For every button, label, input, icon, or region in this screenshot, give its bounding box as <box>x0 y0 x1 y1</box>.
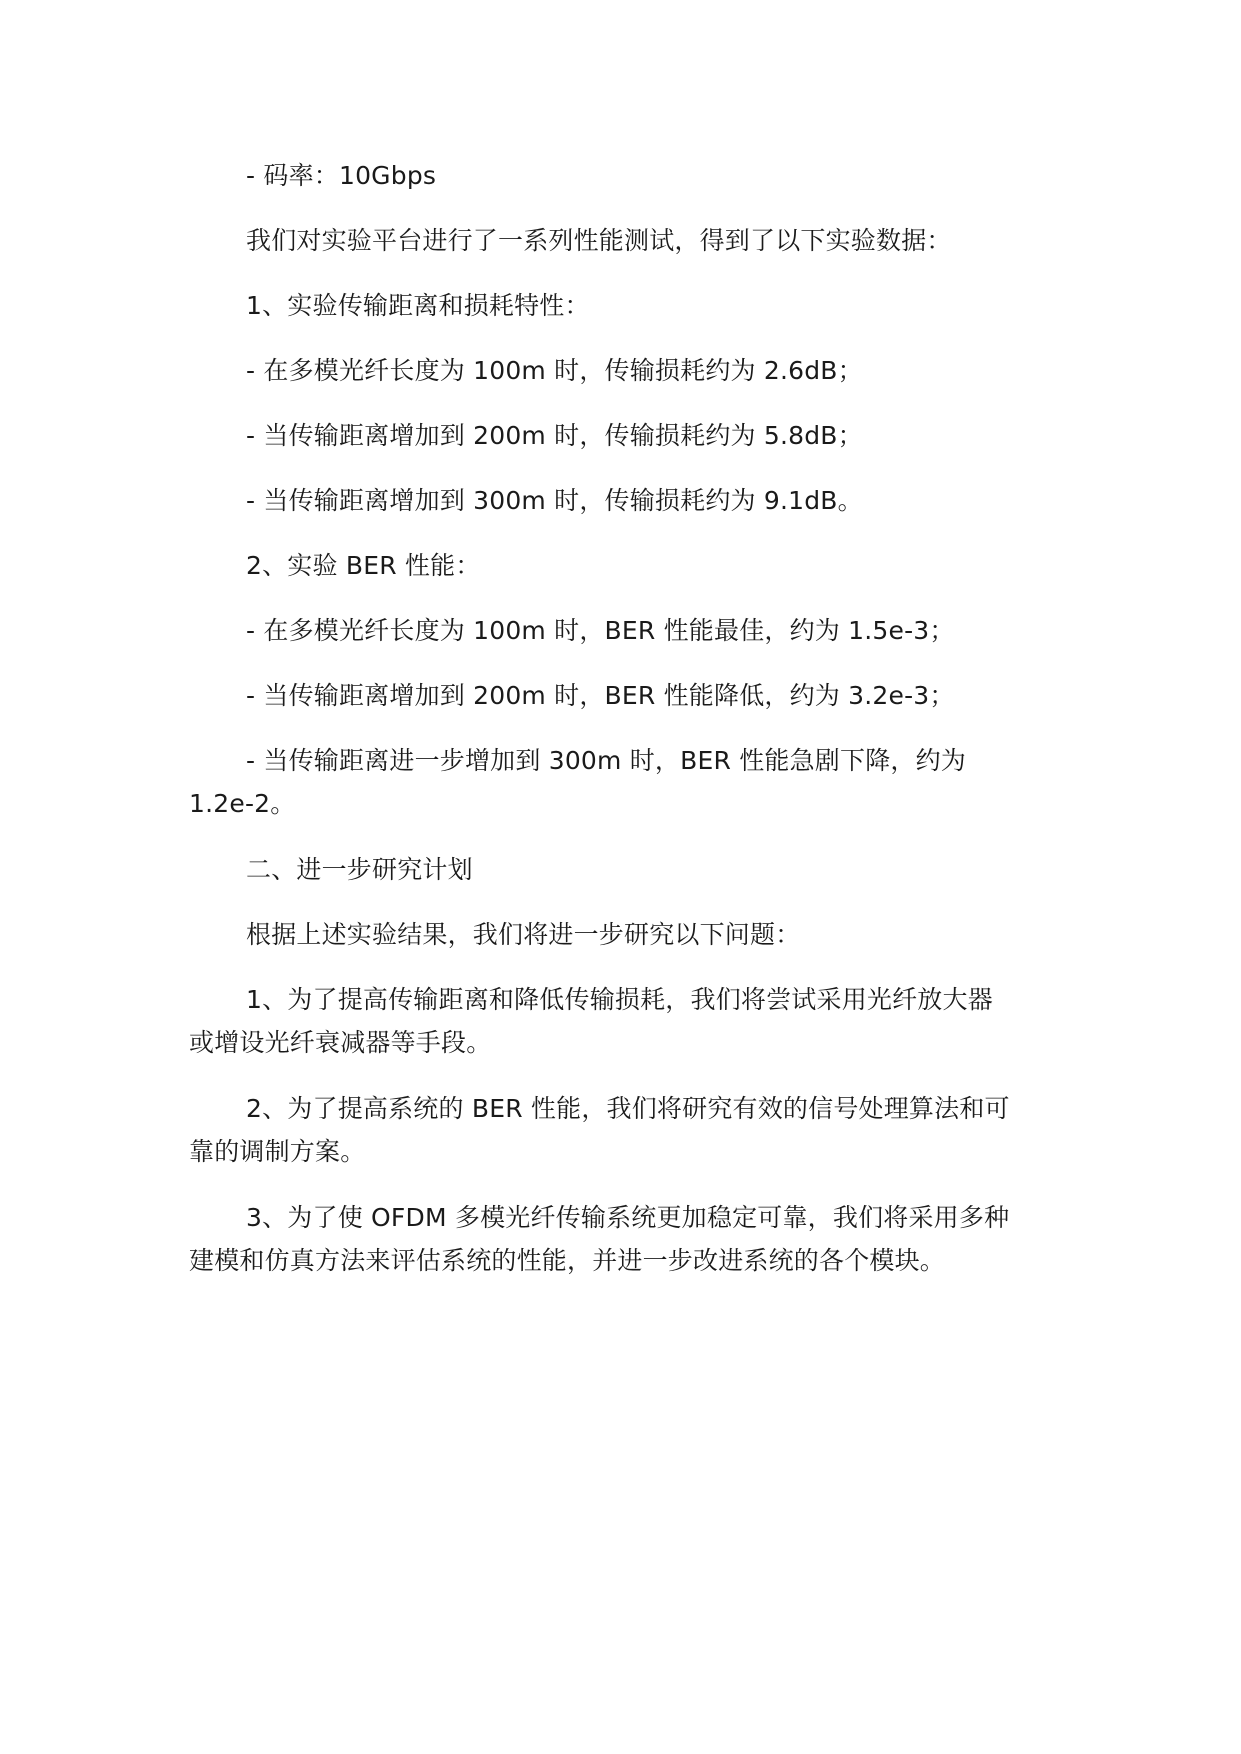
test-intro-paragraph: 我们对实验平台进行了一系列性能测试，得到了以下实验数据： <box>246 226 952 255</box>
ber-300m-line-cont: 1.2e-2。 <box>189 789 296 818</box>
plan-item-3-line: 3、为了使 OFDM 多模光纤传输系统更加稳定可靠，我们将采用多种 <box>246 1203 1010 1232</box>
bit-rate-line: - 码率：10Gbps <box>246 161 437 190</box>
loss-300m-line: - 当传输距离增加到 300m 时，传输损耗约为 9.1dB。 <box>246 486 863 515</box>
plan-item-1-line: 1、为了提高传输距离和降低传输损耗，我们将尝试采用光纤放大器 <box>246 985 993 1014</box>
plan-item-2-line: 2、为了提高系统的 BER 性能，我们将研究有效的信号处理算法和可 <box>246 1094 1010 1123</box>
loss-200m-line: - 当传输距离增加到 200m 时，传输损耗约为 5.8dB； <box>246 421 863 450</box>
plan-item-3-cont: 建模和仿真方法来评估系统的性能，并进一步改进系统的各个模块。 <box>189 1246 946 1275</box>
plan-item-2-cont: 靠的调制方案。 <box>189 1137 366 1166</box>
ber-300m-line: - 当传输距离进一步增加到 300m 时，BER 性能急剧下降，约为 <box>246 746 966 775</box>
section-2-heading: 2、实验 BER 性能： <box>246 551 481 580</box>
section-1-heading: 1、实验传输距离和损耗特性： <box>246 291 590 320</box>
research-plan-heading: 二、进一步研究计划 <box>246 855 473 884</box>
ber-200m-line: - 当传输距离增加到 200m 时，BER 性能降低，约为 3.2e-3； <box>246 681 955 710</box>
ber-100m-line: - 在多模光纤长度为 100m 时，BER 性能最佳，约为 1.5e-3； <box>246 616 955 645</box>
plan-item-1-cont: 或增设光纤衰减器等手段。 <box>189 1028 492 1057</box>
loss-100m-line: - 在多模光纤长度为 100m 时，传输损耗约为 2.6dB； <box>246 356 863 385</box>
plan-intro-paragraph: 根据上述实验结果，我们将进一步研究以下问题： <box>246 920 801 949</box>
